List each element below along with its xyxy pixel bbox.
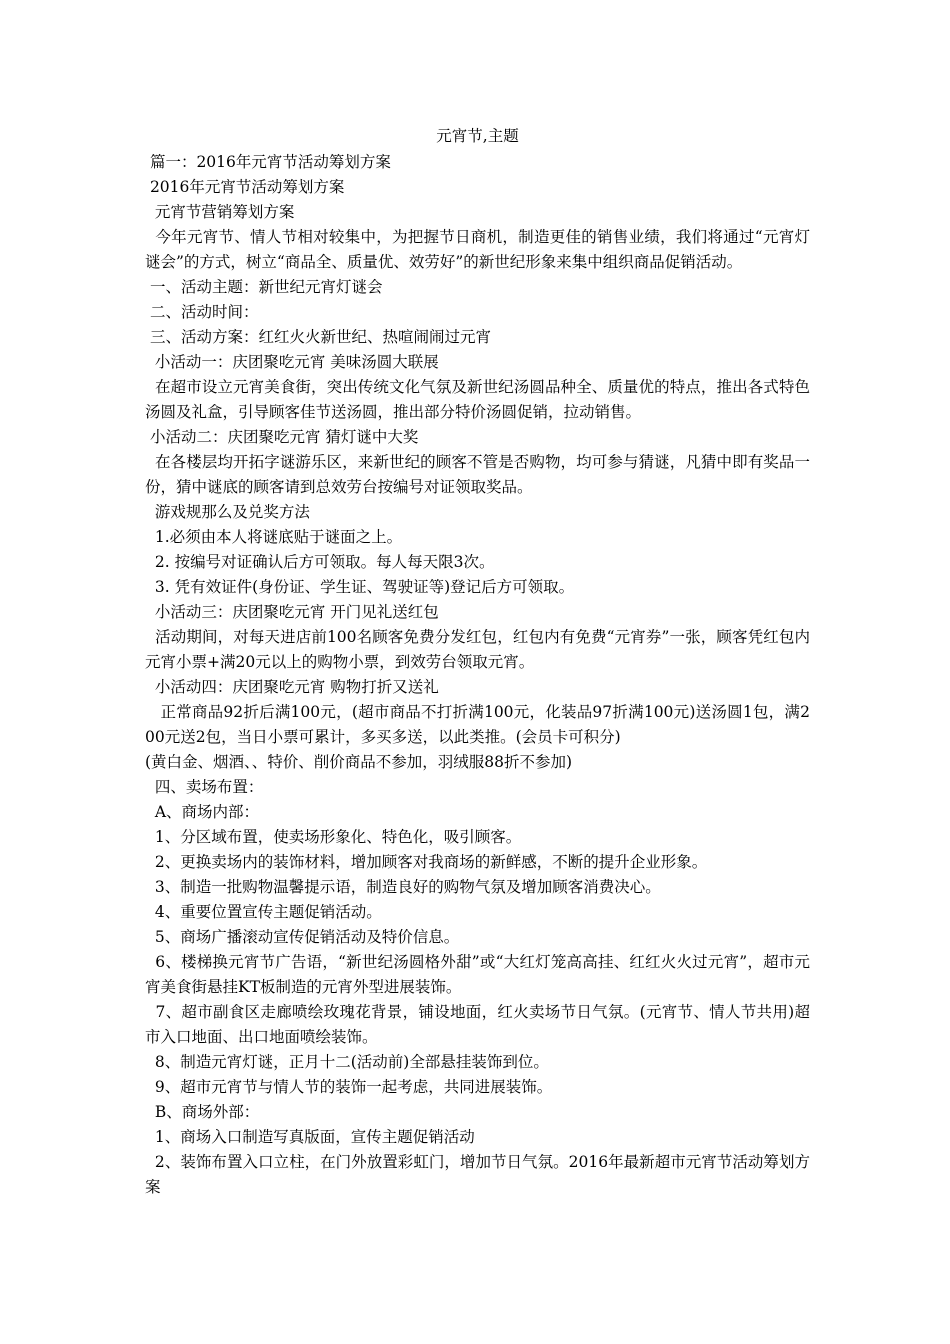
document-paragraph: 2016年元宵节活动筹划方案 bbox=[145, 178, 345, 196]
document-paragraph: 在各楼层均开拓字谜游乐区，来新世纪的顾客不管是否购物，均可参与猜谜，凡猜中即有奖品一份，猜中谜底的顾客请到总效劳台按编号对证领取奖品。 bbox=[145, 453, 810, 496]
document-paragraph: 三、活动方案：红红火火新世纪、热喧闹闹过元宵 bbox=[145, 328, 491, 346]
document-paragraph: 活动期间，对每天进店前100名顾客免费分发红包，红包内有免费“元宵券”一张，顾客凭红包内元宵小票+满20元以上的购物小票，到效劳台领取元宵。 bbox=[145, 628, 811, 671]
document-paragraph: 3、制造一批购物温馨提示语，制造良好的购物气氛及增加顾客消费决心。 bbox=[145, 878, 661, 896]
document-paragraph: 小活动四：庆团聚吃元宵 购物打折又送礼 bbox=[145, 678, 439, 696]
document-paragraph: 3. 凭有效证件(身份证、学生证、驾驶证等)登记后方可领取。 bbox=[145, 578, 575, 596]
document-paragraph: 7、超市副食区走廊喷绘玫瑰花背景，铺设地面，红火卖场节日气氛。(元宵节、情人节共用)超市入口地面、出口地面喷绘装饰。 bbox=[145, 1003, 810, 1046]
document-paragraph: 2. 按编号对证确认后方可领取。每人每天限3次。 bbox=[145, 553, 495, 571]
document-paragraph: 1、商场入口制造写真版面，宣传主题促销活动 bbox=[145, 1128, 475, 1146]
document-paragraph: 四、卖场布置： bbox=[145, 778, 264, 796]
document-paragraph: 5、商场广播滚动宣传促销活动及特价信息。 bbox=[145, 928, 460, 946]
document-paragraph: 游戏规那么及兑奖方法 bbox=[145, 503, 310, 521]
document-body bbox=[145, 150, 810, 1200]
document-paragraph: 1、分区域布置，使卖场形象化、特色化，吸引顾客。 bbox=[145, 828, 522, 846]
document-paragraph: 正常商品92折后满100元，(超市商品不打折满100元，化装品97折满100元)送汤圆1包，满200元送2包，当日小票可累计，多买多送，以此类推。(会员卡可积分) bbox=[145, 703, 811, 746]
document-paragraph: 一、活动主题：新世纪元宵灯谜会 bbox=[145, 278, 383, 296]
document-paragraph: 4、重要位置宣传主题促销活动。 bbox=[145, 903, 382, 921]
document-paragraph: 小活动三：庆团聚吃元宵 开门见礼送红包 bbox=[145, 603, 439, 621]
document-paragraph: 今年元宵节、情人节相对较集中，为把握节日商机，制造更佳的销售业绩，我们将通过“元宵灯谜会”的方式，树立“商品全、质量优、效劳好”的新世纪形象来集中组织商品促销活动。 bbox=[145, 228, 810, 271]
document-paragraph: 6、楼梯换元宵节广告语，“新世纪汤圆格外甜”或“大红灯笼高高挂、红红火火过元宵”，超市元宵美食街悬挂KT板制造的元宵外型进展装饰。 bbox=[145, 953, 811, 996]
document-paragraph: 篇一：2016年元宵节活动筹划方案 bbox=[145, 153, 391, 171]
document-paragraph: B、商场外部： bbox=[145, 1103, 260, 1121]
document-page bbox=[145, 124, 810, 1200]
document-paragraph: A、商场内部： bbox=[145, 803, 260, 821]
document-paragraph: 小活动一：庆团聚吃元宵 美味汤圆大联展 bbox=[145, 353, 439, 371]
document-paragraph: 在超市设立元宵美食街，突出传统文化气氛及新世纪汤圆品种全、质量优的特点，推出各式特色汤圆及礼盒，引导顾客佳节送汤圆，推出部分特价汤圆促销，拉动销售。 bbox=[145, 378, 810, 421]
document-paragraph: 2、装饰布置入口立柱，在门外放置彩虹门，增加节日气氛。2016年最新超市元宵节活动筹划方案 bbox=[145, 1153, 810, 1196]
document-paragraph: (黄白金、烟酒、、特价、削价商品不参加，羽绒服88折不参加) bbox=[145, 753, 573, 771]
document-paragraph: 8、制造元宵灯谜，正月十二(活动前)全部悬挂装饰到位。 bbox=[145, 1053, 549, 1071]
document-paragraph: 二、活动时间： bbox=[145, 303, 259, 321]
document-paragraph: 1.必须由本人将谜底贴于谜面之上。 bbox=[145, 528, 403, 546]
document-paragraph: 2、更换卖场内的装饰材料，增加顾客对我商场的新鲜感，不断的提升企业形象。 bbox=[145, 853, 708, 871]
document-paragraph: 9、超市元宵节与情人节的装饰一起考虑，共同进展装饰。 bbox=[145, 1078, 553, 1096]
document-paragraph: 小活动二：庆团聚吃元宵 猜灯谜中大奖 bbox=[145, 428, 419, 446]
document-paragraph: 元宵节营销筹划方案 bbox=[145, 203, 295, 221]
document-title: 元宵节,主题 bbox=[436, 127, 519, 145]
